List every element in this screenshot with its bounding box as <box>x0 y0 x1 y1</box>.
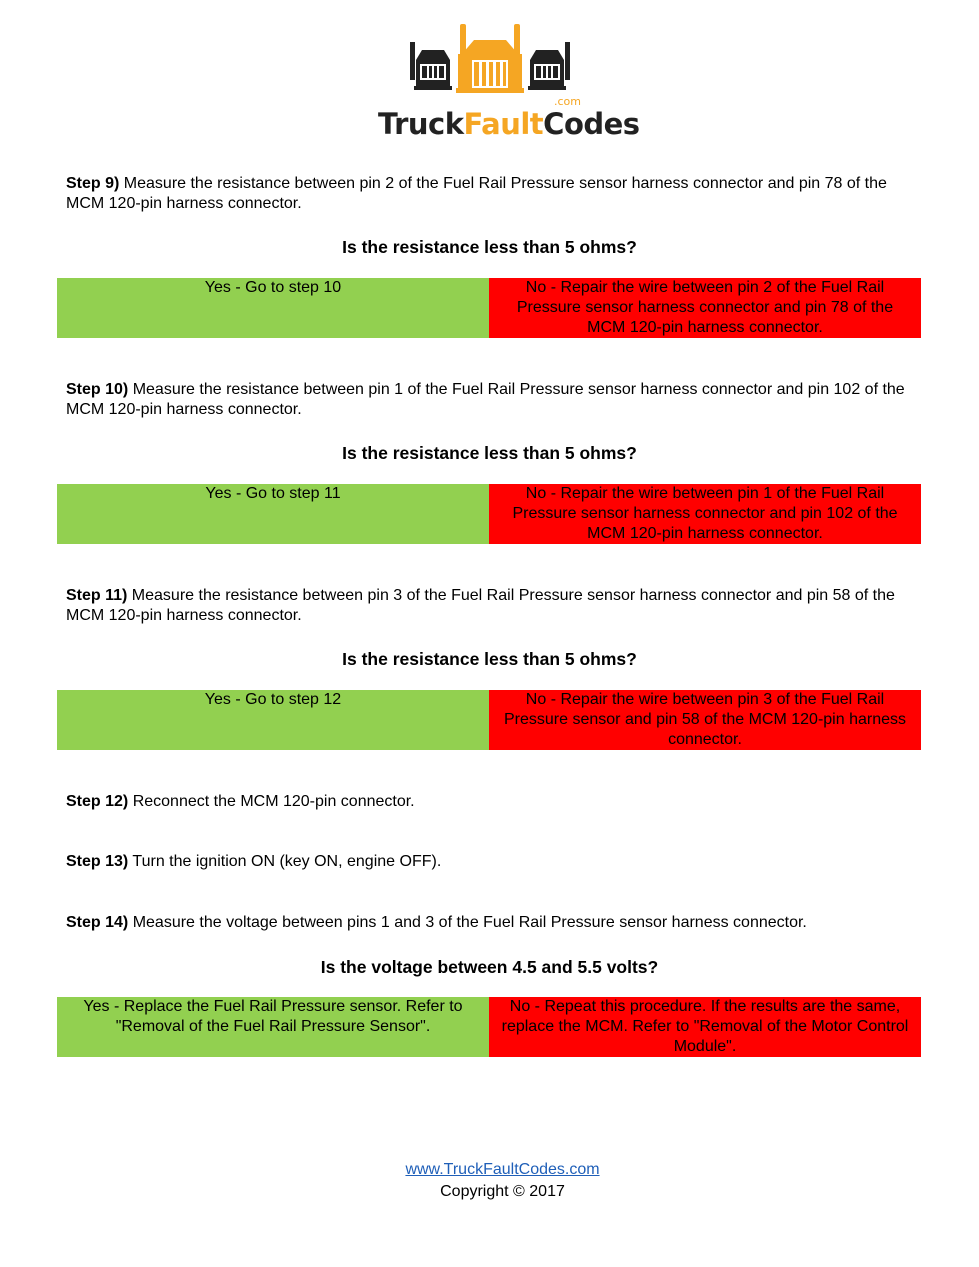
step-10-instruction: Step 10) Measure the resistance between pin 1 of the Fuel Rail Pressure sensor harness connector and pin 102 of the MCM 120-pin harness connector. <box>66 381 905 418</box>
step-14-yes-cell: Yes - Replace the Fuel Rail Pressure sensor. Refer to "Removal of the Fuel Rail Pressure Sensor". <box>57 997 489 1057</box>
step-10-question: Is the resistance less than 5 ohms? <box>342 443 637 463</box>
step-13-instruction: Step 13) Turn the ignition ON (key ON, engine OFF). <box>66 853 442 870</box>
step-11-yes-cell: Yes - Go to step 12 <box>57 690 489 750</box>
logo-wordmark: TruckFaultCodes <box>378 107 640 141</box>
step-11-answer-table <box>57 690 921 750</box>
step-14-no-cell: No - Repeat this procedure. If the results are the same, replace the MCM. Refer to "Removal of the Motor Control Module". <box>489 997 921 1057</box>
step-11-instruction: Step 11) Measure the resistance between pin 3 of the Fuel Rail Pressure sensor harness connector and pin 58 of the MCM 120-pin harness connector. <box>66 587 895 624</box>
step-11-question: Is the resistance less than 5 ohms? <box>342 649 637 669</box>
step-10-yes-cell: Yes - Go to step 11 <box>57 484 489 544</box>
step-9-instruction: Step 9) Measure the resistance between pin 2 of the Fuel Rail Pressure sensor harness connector and pin 78 of the MCM 120-pin harness connector. <box>66 175 887 212</box>
step-14-answer-table <box>57 997 921 1057</box>
footer-copyright: Copyright © 2017 <box>440 1183 565 1200</box>
step-12-instruction: Step 12) Reconnect the MCM 120-pin connector. <box>66 793 415 810</box>
step-14-instruction: Step 14) Measure the voltage between pins 1 and 3 of the Fuel Rail Pressure sensor harness connector. <box>66 914 807 931</box>
step-9-no-cell: No - Repair the wire between pin 2 of the Fuel Rail Pressure sensor harness connector and pin 78 of the MCM 120-pin harness connector. <box>489 278 921 338</box>
step-11-no-cell: No - Repair the wire between pin 3 of the Fuel Rail Pressure sensor and pin 58 of the MCM 120-pin harness connector. <box>489 690 921 750</box>
step-14-question: Is the voltage between 4.5 and 5.5 volts? <box>320 957 659 977</box>
step-10-no-cell: No - Repair the wire between pin 1 of the Fuel Rail Pressure sensor harness connector and pin 102 of the MCM 120-pin harness connector. <box>489 484 921 544</box>
step-10-answer-table <box>57 484 921 544</box>
site-logo <box>378 20 640 141</box>
step-9-yes-cell: Yes - Go to step 10 <box>57 278 489 338</box>
logo-com-suffix: .com <box>554 95 581 108</box>
footer-website-link[interactable]: www.TruckFaultCodes.com <box>405 1161 600 1178</box>
truck-logo-icon <box>378 20 602 106</box>
step-9-answer-table <box>57 278 921 338</box>
step-9-question: Is the resistance less than 5 ohms? <box>342 237 637 257</box>
